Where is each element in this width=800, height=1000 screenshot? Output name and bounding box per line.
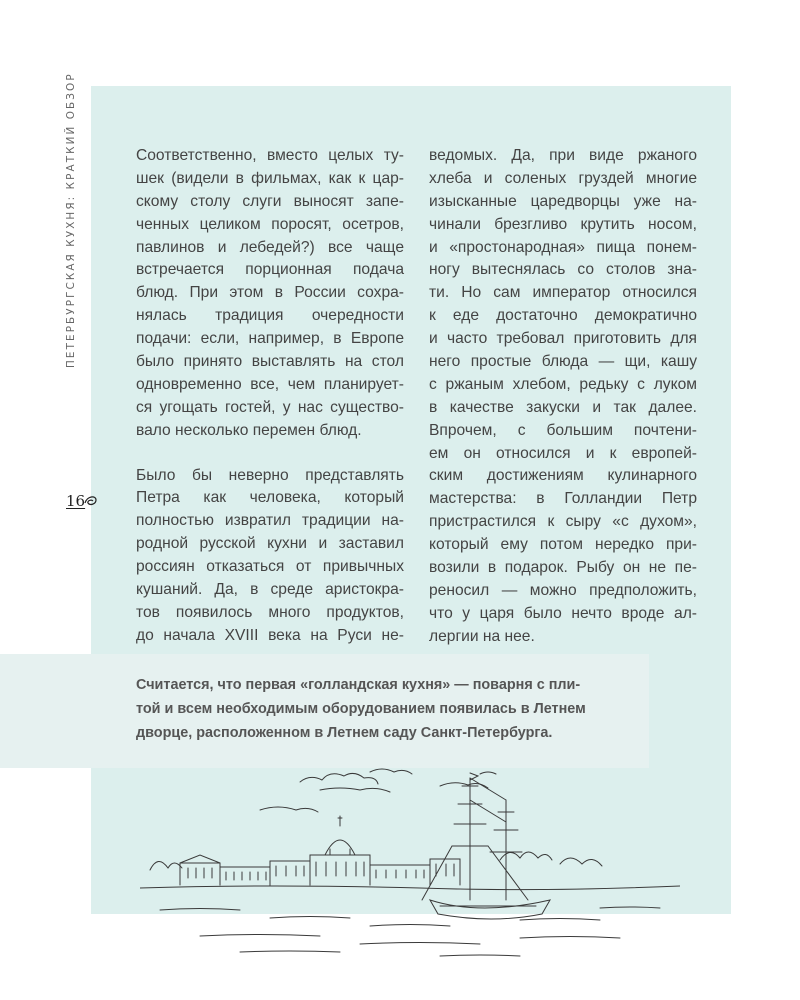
text-line: вало несколько перемен блюд. [136,421,362,439]
text-line: скому столу слуги выносят запе- [136,192,404,210]
callout-line: дворце, расположенном в Летнем саду Санкт-Петербурга. [136,725,553,741]
text-line: россиян отказаться от привычных [136,558,404,576]
text-line: с ржаным хлебом, редьку с луком [429,375,697,393]
text-line: к еде достаточно демократично [429,307,697,325]
text-line: тов появилось много продуктов, [136,603,404,621]
text-line: Соответственно, вместо целых ту- [136,147,404,164]
page-number-text: 16 [66,492,86,510]
text-line: ногу вытеснялась со столов зна- [429,261,697,279]
text-line: павлинов и лебедей?) все чаще [136,238,404,256]
text-line: подачи: если, например, в Европе [136,330,404,348]
text-line: что у царя было нечто вроде ал- [429,604,697,622]
text-line: Петра как человека, который [136,489,404,507]
text-line: до начала XVIII века на Руси не- [136,626,404,644]
text-line: нялась традиция очередности [136,307,404,325]
text-line: ским достижениям кулинарного [429,467,697,485]
flourish-icon [83,494,99,508]
text-line: ведомых. Да, при виде ржаного [429,147,697,164]
paragraph-1 [136,145,404,443]
text-line: встречается порционная подача [136,261,404,279]
text-line: ся угощать гостей, у нас существо- [136,398,404,416]
text-line: было принято выставлять на стол [136,353,404,371]
running-header [64,72,78,368]
text-line: хлеба и соленых груздей многие [429,169,697,187]
text-line: и «простонародная» пища понем- [429,238,697,256]
text-line: ченных целиком поросят, осетров, [136,215,404,233]
text-line: ти. Но сам император относился [429,284,697,302]
text-line: мастерства: в Голландии Петр [429,490,697,508]
left-column [136,145,404,648]
running-header-text: ПЕТЕРБУРГСКАЯ КУХНЯ: КРАТКИЙ ОБЗОР [65,72,77,368]
callout-text [136,673,616,745]
text-line: возили в подарок. Рыбу он не пе- [429,559,697,577]
text-line: родной русской кухни и заставил [136,535,404,553]
text-line: блюд. При этом в России сохра- [136,284,404,302]
text-line: пристрастился к сыру «с духом», [429,513,697,531]
text-line: полностью извратил традиции на- [136,512,404,530]
text-line: Было бы неверно представлять [136,466,404,484]
paragraph-2 [136,465,404,648]
text-line: изысканные царедворцы уже на- [429,192,697,210]
text-line: одновременно все, чем планирует- [136,375,404,393]
text-line: лергии на нее. [429,627,535,645]
text-line: который ему потом нередко при- [429,536,697,554]
text-line: кушаний. Да, в среде аристокра- [136,581,404,599]
callout-line: Считается, что первая «голландская кухня» — поварня с пли- [136,677,581,693]
text-line: Впрочем, с большим почтени- [429,421,697,439]
callout-line: той и всем необходимым оборудованием появилась в Летнем [136,701,586,717]
right-column [429,145,697,649]
harbor-sketch-illustration [140,760,680,960]
text-line: чинали брезгливо крутить носом, [429,215,697,233]
page-number [66,492,99,510]
text-line: и часто требовал приготовить для [429,330,697,348]
text-line: него простые блюда — щи, кашу [429,353,697,371]
text-line: ем он относился и к европей- [429,444,697,462]
paragraph-gap [136,443,404,465]
text-line: шек (видели в фильмах, как к цар- [136,169,404,187]
text-line: реносил — можно предположить, [429,581,697,599]
text-line: в качестве закуски и так далее. [429,398,697,416]
